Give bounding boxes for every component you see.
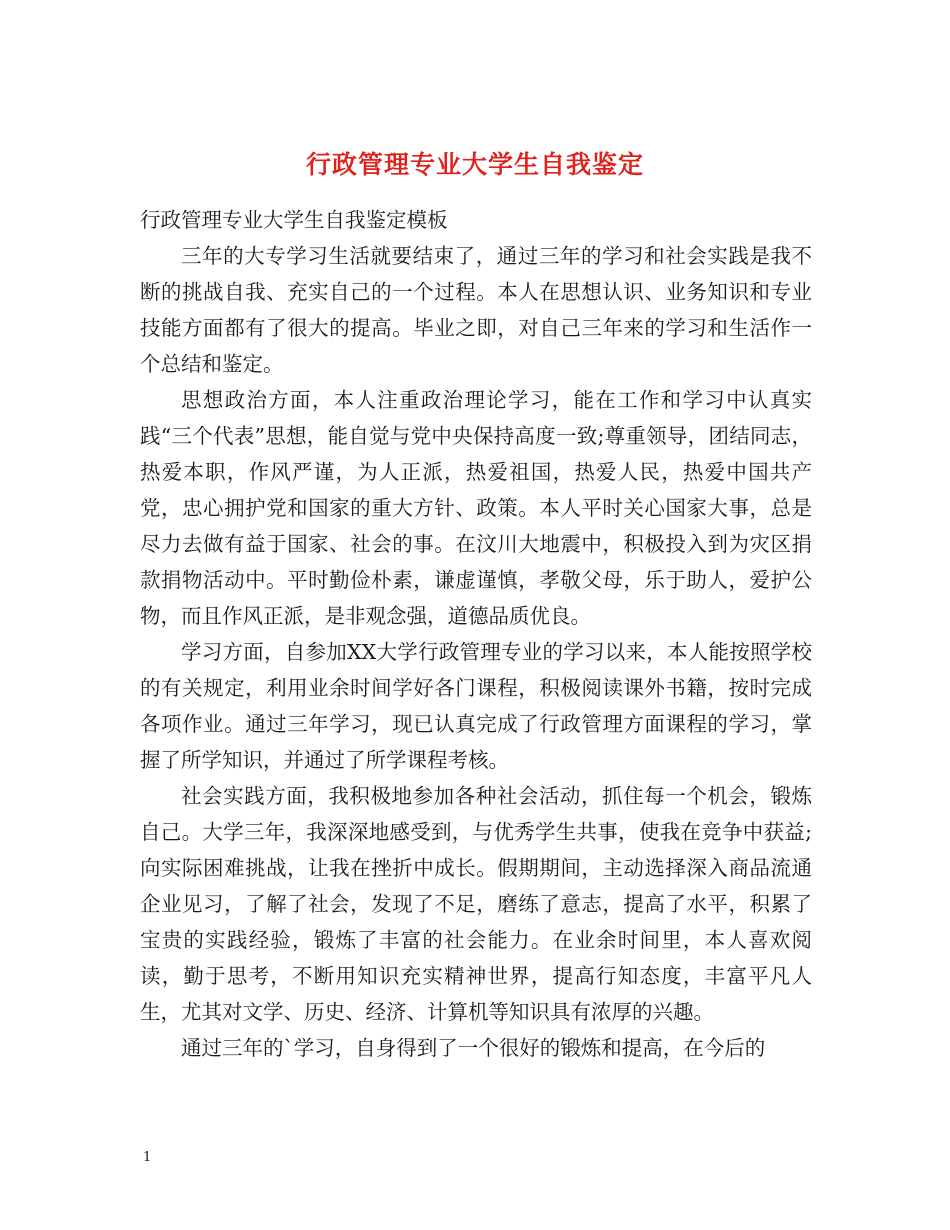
document-subtitle: 行政管理专业大学生自我鉴定模板 [140,208,448,232]
document-body [140,202,812,1066]
paragraph-conclusion: 通过三年的`学习，自身得到了一个很好的锻炼和提高，在今后的 [181,1036,766,1060]
document-title: 行政管理专业大学生自我鉴定 [305,149,644,179]
paragraph-intro: 三年的大专学习生活就要结束了，通过三年的学习和社会实践是我不断的挑战自我、充实自己的一个过程。本人在思想认识、业务知识和专业技能方面都有了很大的提高。毕业之即，对自己三年来的学习和生活作一个总结和鉴定。 [140,244,812,376]
paragraph-social-practice: 社会实践方面，我积极地参加各种社会活动，抓住每一个机会，锻炼自己。大学三年，我深深地感受到，与优秀学生共事，使我在竞争中获益;向实际困难挑战，让我在挫折中成长。假期期间，主动选择深入商品流通企业见习，了解了社会，发现了不足，磨练了意志，提高了水平，积累了宝贵的实践经验，锻炼了丰富的社会能力。在业余时间里，本人喜欢阅读，勤于思考，不断用知识充实精神世界，提高行知态度，丰富平凡人生，尤其对文学、历史、经济、计算机等知识具有浓厚的兴趣。 [140,784,812,1024]
paragraph-politics: 思想政治方面，本人注重政治理论学习，能在工作和学习中认真实践“三个代表”思想，能自觉与党中央保持高度一致;尊重领导，团结同志，热爱本职，作风严谨，为人正派，热爱祖国，热爱人民，热爱中国共产党，忠心拥护党和国家的重大方针、政策。本人平时关心国家大事，总是尽力去做有益于国家、社会的事。在汶川大地震中，积极投入到为灾区捐款捐物活动中。平时勤俭朴素，谦虚谨慎，孝敬父母，乐于助人，爱护公物，而且作风正派，是非观念强，道德品质优良。 [140,388,812,628]
paragraph-study: 学习方面，自参加XX大学行政管理专业的学习以来，本人能按照学校的有关规定，利用业余时间学好各门课程，积极阅读课外书籍，按时完成各项作业。通过三年学习，现已认真完成了行政管理方面课程的学习，掌握了所学知识，并通过了所学课程考核。 [140,640,812,772]
page-number: 1 [143,1150,152,1165]
